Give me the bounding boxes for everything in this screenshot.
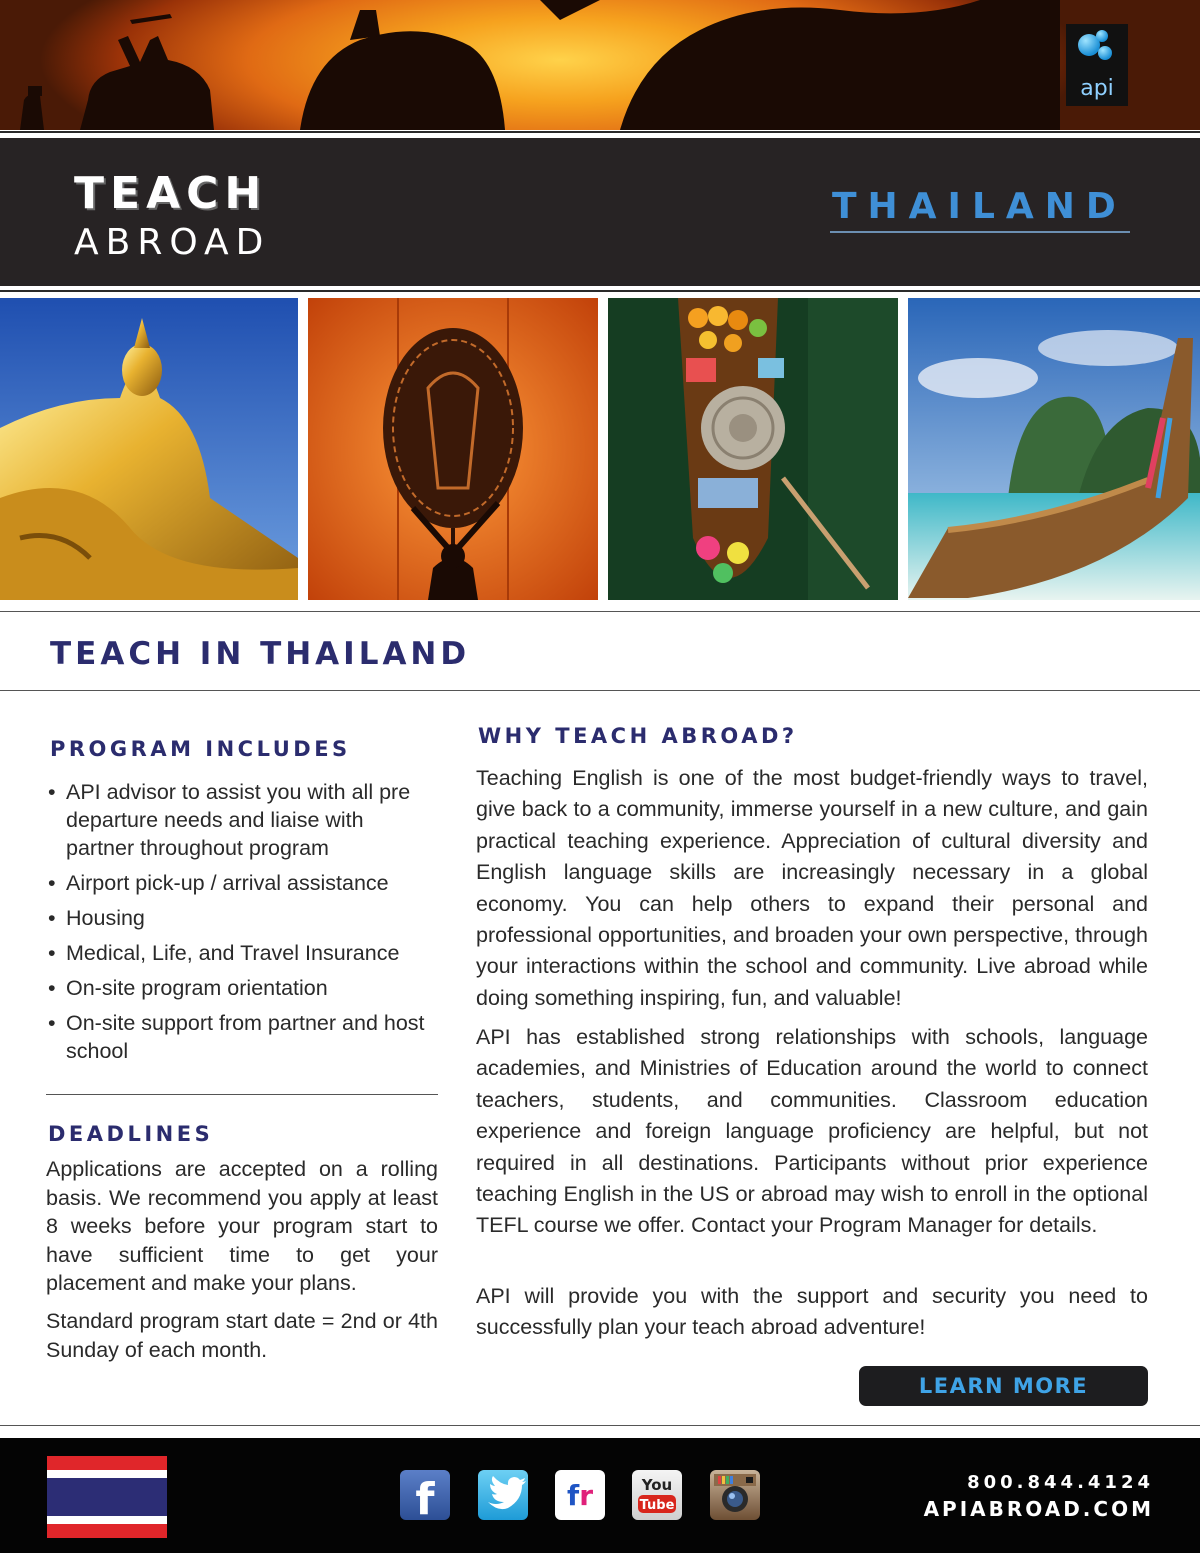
- logo-text: api: [1080, 76, 1114, 101]
- program-includes-heading: PROGRAM INCLUDES: [50, 737, 351, 761]
- sunset-elephants-banner: [0, 0, 1200, 130]
- longtail-boat-beach-photo: [908, 298, 1200, 600]
- why-paragraph-3: API will provide you with the support and security you need to successfully plan your teach abroad adventure!: [476, 1284, 1148, 1340]
- flickr-icon[interactable]: [555, 1470, 605, 1520]
- divider-line: [0, 690, 1200, 691]
- list-item: • On-site program orientation: [46, 974, 436, 1002]
- deadlines-paragraph: Applications are accepted on a rolling basis. We recommend you apply at least 8 weeks before your program start to have sufficient time to get your placement and make your plans.: [46, 1157, 438, 1295]
- divider-line: [0, 611, 1200, 612]
- floating-market-boat-photo: [608, 298, 898, 600]
- svg-text:Tube: Tube: [639, 1498, 675, 1513]
- why-paragraph-2: API has established strong relationships with schools, language academies, and Ministries of Education around the world to connect teachers, students, and communities. Classroom education experience and foreign language proficiency are helpful, but not required in all destinations. Participants without prior experience teaching English in the US or abroad may wish to enroll in the optional TEFL course we offer. Contact your Program Manager for details.: [476, 1025, 1148, 1238]
- start-date-paragraph: Standard program start date = 2nd or 4th Sunday of each month.: [46, 1309, 438, 1362]
- teach-wordmark: TEACH: [74, 168, 268, 219]
- divider-line: [0, 131, 1200, 133]
- svg-text:You: You: [641, 1476, 673, 1494]
- website-link[interactable]: APIABROAD.COM: [923, 1497, 1154, 1521]
- divider-line: [0, 290, 1200, 292]
- abroad-wordmark: ABROAD: [74, 222, 271, 263]
- country-underline: [830, 231, 1130, 233]
- list-item: • API advisor to assist you with all pre departure needs and liaise with partner throughout program: [46, 778, 436, 862]
- list-item: • Housing: [46, 904, 436, 932]
- why-paragraph-1: Teaching English is one of the most budget-friendly ways to travel, give back to a community, immerse yourself in a new culture, and gain practical teaching experience. Appreciation of cultural diversity and English language skills are increasingly necessary in a global economy. You can help others to expand their personal and professional opportunities, and broaden your own perspective, through your interactions within the school and community. Live abroad while doing something inspiring, fun, and valuable!: [476, 766, 1148, 1010]
- shadow-puppet-photo: [308, 298, 598, 600]
- divider-line: [46, 1094, 438, 1095]
- facebook-icon[interactable]: [400, 1470, 450, 1520]
- program-includes-list: [46, 778, 436, 1072]
- learn-more-button[interactable]: LEARN MORE: [859, 1366, 1148, 1406]
- instagram-icon[interactable]: [710, 1470, 760, 1520]
- phone-number[interactable]: 800.844.4124: [967, 1472, 1154, 1493]
- why-teach-heading: WHY TEACH ABROAD?: [478, 724, 798, 748]
- list-item: • On-site support from partner and host school: [46, 1009, 436, 1065]
- youtube-icon[interactable]: [632, 1470, 682, 1520]
- list-item: • Airport pick-up / arrival assistance: [46, 869, 436, 897]
- golden-buddha-photo: [0, 298, 298, 600]
- twitter-icon[interactable]: [478, 1470, 528, 1520]
- thailand-flag-icon: [47, 1456, 167, 1538]
- country-title: THAILAND: [832, 186, 1127, 227]
- api-logo[interactable]: [1066, 24, 1128, 106]
- list-item: • Medical, Life, and Travel Insurance: [46, 939, 436, 967]
- deadlines-heading: DEADLINES: [48, 1122, 214, 1146]
- svg-text:f: f: [415, 1474, 435, 1520]
- svg-text:fr: fr: [567, 1479, 593, 1512]
- divider-line: [0, 1425, 1200, 1426]
- elephant-silhouettes: [0, 0, 1200, 130]
- page-title: TEACH IN THAILAND: [50, 636, 471, 672]
